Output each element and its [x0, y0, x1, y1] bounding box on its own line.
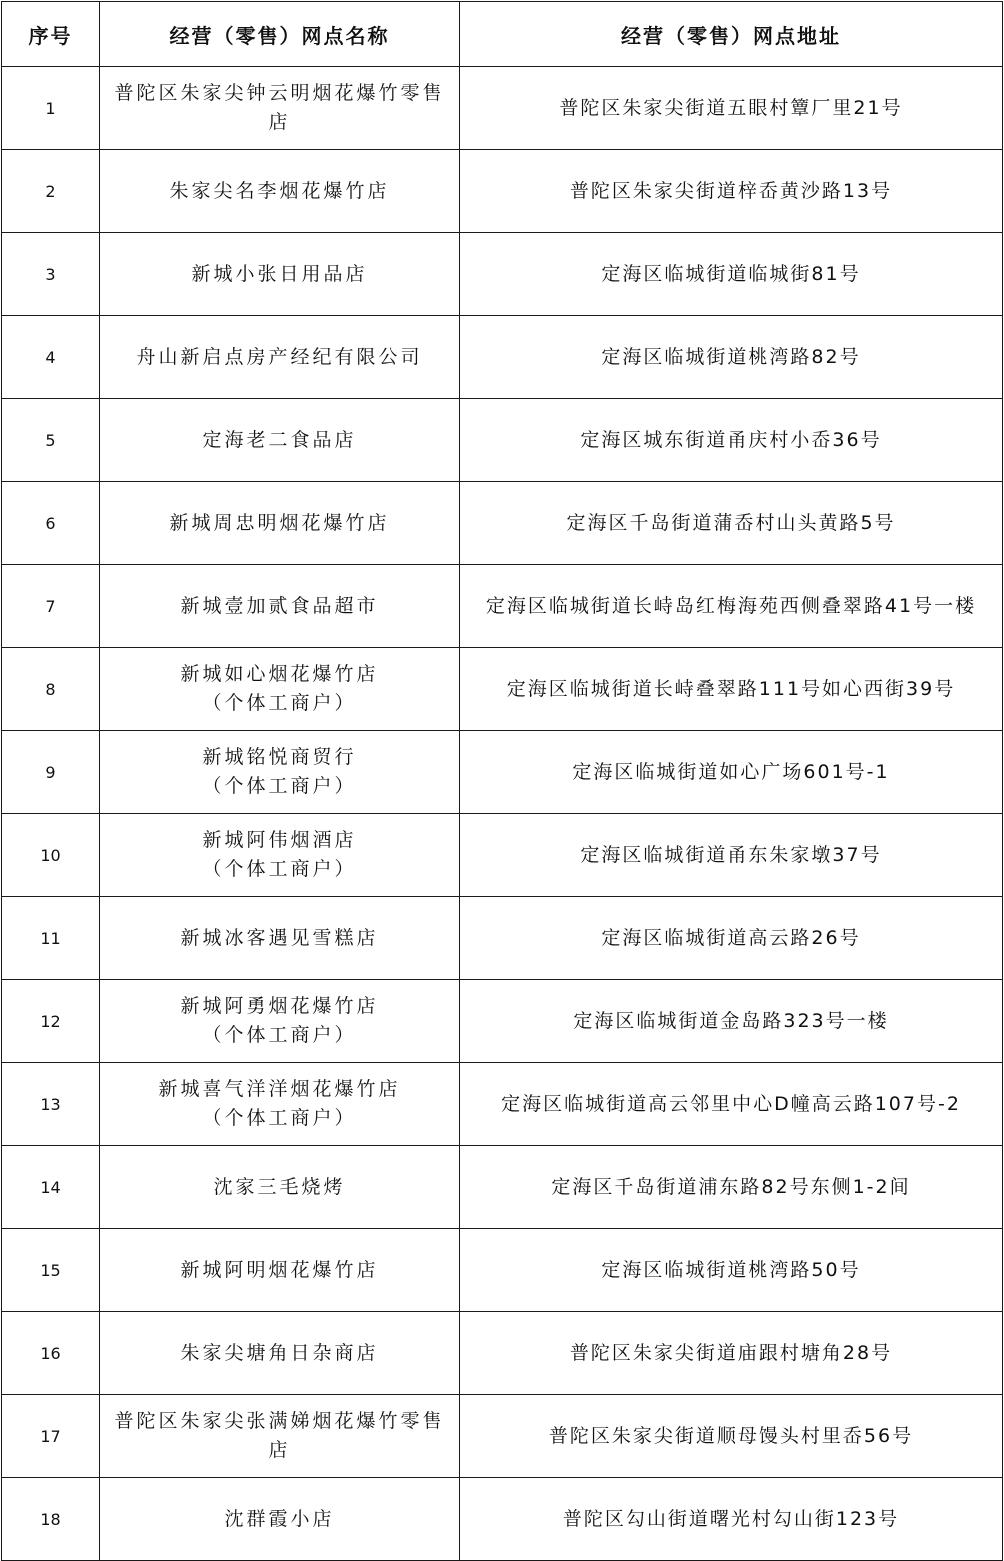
outlet-address-cell: 定海区千岛街道蒲岙村山头黄路5号: [460, 482, 1003, 565]
table-row: [2, 67, 1003, 150]
outlet-name-text: 新城阿明烟花爆竹店: [180, 1258, 379, 1281]
outlet-name-text: 新城周忠明烟花爆竹店: [169, 511, 390, 534]
outlet-name-text: 舟山新启点房产经纪有限公司: [136, 345, 423, 368]
outlet-name-text: 定海老二食品店: [202, 428, 357, 451]
table-row: [2, 482, 1003, 565]
serial-number-cell: 7: [2, 565, 100, 648]
table-header-row: [2, 2, 1003, 67]
serial-number-cell: 3: [2, 233, 100, 316]
header-outlet-name: 经营（零售）网点名称: [100, 2, 460, 67]
outlet-address-cell: 定海区城东街道甬庆村小岙36号: [460, 399, 1003, 482]
outlet-name-text: 新城小张日用品店: [191, 262, 368, 285]
serial-number-cell: 1: [2, 67, 100, 150]
outlet-name-text: 普陀区朱家尖钟云明烟花爆竹零售店: [114, 82, 445, 133]
outlet-name-cell: [100, 980, 460, 1063]
table-row: [2, 1146, 1003, 1229]
outlet-name-text: 新城如心烟花爆竹店: [180, 663, 379, 685]
outlet-name-cell: [100, 897, 460, 980]
table-row: [2, 1063, 1003, 1146]
serial-number-cell: 5: [2, 399, 100, 482]
outlet-name-cell: [100, 67, 460, 150]
outlet-name-cell: [100, 814, 460, 897]
serial-number-cell: 11: [2, 897, 100, 980]
serial-number-cell: 18: [2, 1478, 100, 1561]
outlet-address-cell: 定海区临城街道长峙叠翠路111号如心西街39号: [460, 648, 1003, 731]
outlet-name-cell: [100, 731, 460, 814]
outlet-address-cell: 普陀区朱家尖街道五眼村簟厂里21号: [460, 67, 1003, 150]
outlet-name-cell: [100, 399, 460, 482]
outlet-name-text: 新城阿勇烟花爆竹店: [180, 995, 379, 1017]
outlet-address-cell: 定海区临城街道桃湾路50号: [460, 1229, 1003, 1312]
table-row: [2, 1229, 1003, 1312]
outlet-address-cell: 普陀区朱家尖街道庙跟村塘角28号: [460, 1312, 1003, 1395]
serial-number-cell: 2: [2, 150, 100, 233]
outlet-name-text: 新城冰客遇见雪糕店: [180, 926, 379, 949]
outlet-name-text: 朱家尖塘角日杂商店: [180, 1341, 379, 1364]
table-row: [2, 316, 1003, 399]
serial-number-cell: 4: [2, 316, 100, 399]
table-row: [2, 731, 1003, 814]
header-serial-number: 序号: [2, 2, 100, 67]
outlet-name-text: 沈家三毛烧烤: [213, 1175, 346, 1198]
outlet-name-text: 沈群霞小店: [224, 1507, 335, 1530]
serial-number-cell: 9: [2, 731, 100, 814]
table-row: [2, 1312, 1003, 1395]
outlet-address-cell: 定海区临城街道长峙岛红梅海苑西侧叠翠路41号一楼: [460, 565, 1003, 648]
outlet-name-text: 新城阿伟烟酒店: [202, 829, 357, 851]
outlet-name-cell: [100, 150, 460, 233]
table-row: [2, 233, 1003, 316]
outlet-name-cell: [100, 648, 460, 731]
outlet-name-cell: [100, 1063, 460, 1146]
serial-number-cell: 6: [2, 482, 100, 565]
table-row: [2, 980, 1003, 1063]
serial-number-cell: 16: [2, 1312, 100, 1395]
outlet-address-cell: 定海区千岛街道浦东路82号东侧1-2间: [460, 1146, 1003, 1229]
outlet-address-cell: 定海区临城街道金岛路323号一楼: [460, 980, 1003, 1063]
outlet-type-text: （个体工商户）: [202, 858, 357, 880]
retail-outlet-table: [1, 1, 1003, 1561]
outlet-address-cell: 普陀区朱家尖街道顺母馒头村里岙56号: [460, 1395, 1003, 1478]
serial-number-cell: 10: [2, 814, 100, 897]
outlet-address-cell: 定海区临城街道高云路26号: [460, 897, 1003, 980]
table-row: [2, 150, 1003, 233]
outlet-name-text: 新城喜气洋洋烟花爆竹店: [158, 1078, 401, 1100]
outlet-name-cell: [100, 1312, 460, 1395]
outlet-name-cell: [100, 565, 460, 648]
outlet-name-text: 新城铭悦商贸行: [202, 746, 357, 768]
table-row: [2, 399, 1003, 482]
outlet-address-cell: 普陀区勾山街道曙光村勾山街123号: [460, 1478, 1003, 1561]
outlet-address-cell: 普陀区朱家尖街道梓岙黄沙路13号: [460, 150, 1003, 233]
header-outlet-address: 经营（零售）网点地址: [460, 2, 1003, 67]
outlet-address-cell: 定海区临城街道如心广场601号-1: [460, 731, 1003, 814]
outlet-name-cell: [100, 1478, 460, 1561]
table-body: [2, 67, 1003, 1561]
serial-number-cell: 14: [2, 1146, 100, 1229]
table-row: [2, 565, 1003, 648]
outlet-name-cell: [100, 1146, 460, 1229]
outlet-name-text: 新城壹加贰食品超市: [180, 594, 379, 617]
outlet-type-text: （个体工商户）: [202, 1024, 357, 1046]
serial-number-cell: 8: [2, 648, 100, 731]
outlet-address-cell: 定海区临城街道甬东朱家墩37号: [460, 814, 1003, 897]
outlet-type-text: （个体工商户）: [202, 775, 357, 797]
table-row: [2, 1395, 1003, 1478]
outlet-address-cell: 定海区临城街道临城街81号: [460, 233, 1003, 316]
outlet-name-text: 普陀区朱家尖张满娣烟花爆竹零售店: [114, 1410, 445, 1461]
outlet-name-cell: [100, 1229, 460, 1312]
outlet-address-cell: 定海区临城街道高云邻里中心D幢高云路107号-2: [460, 1063, 1003, 1146]
table-row: [2, 897, 1003, 980]
table-row: [2, 648, 1003, 731]
outlet-name-cell: [100, 316, 460, 399]
outlet-name-cell: [100, 1395, 460, 1478]
outlet-address-cell: 定海区临城街道桃湾路82号: [460, 316, 1003, 399]
serial-number-cell: 13: [2, 1063, 100, 1146]
outlet-name-text: 朱家尖名李烟花爆竹店: [169, 179, 390, 202]
serial-number-cell: 12: [2, 980, 100, 1063]
table-row: [2, 1478, 1003, 1561]
outlet-name-cell: [100, 482, 460, 565]
outlet-type-text: （个体工商户）: [202, 1107, 357, 1129]
serial-number-cell: 17: [2, 1395, 100, 1478]
table-row: [2, 814, 1003, 897]
outlet-type-text: （个体工商户）: [202, 692, 357, 714]
serial-number-cell: 15: [2, 1229, 100, 1312]
outlet-name-cell: [100, 233, 460, 316]
